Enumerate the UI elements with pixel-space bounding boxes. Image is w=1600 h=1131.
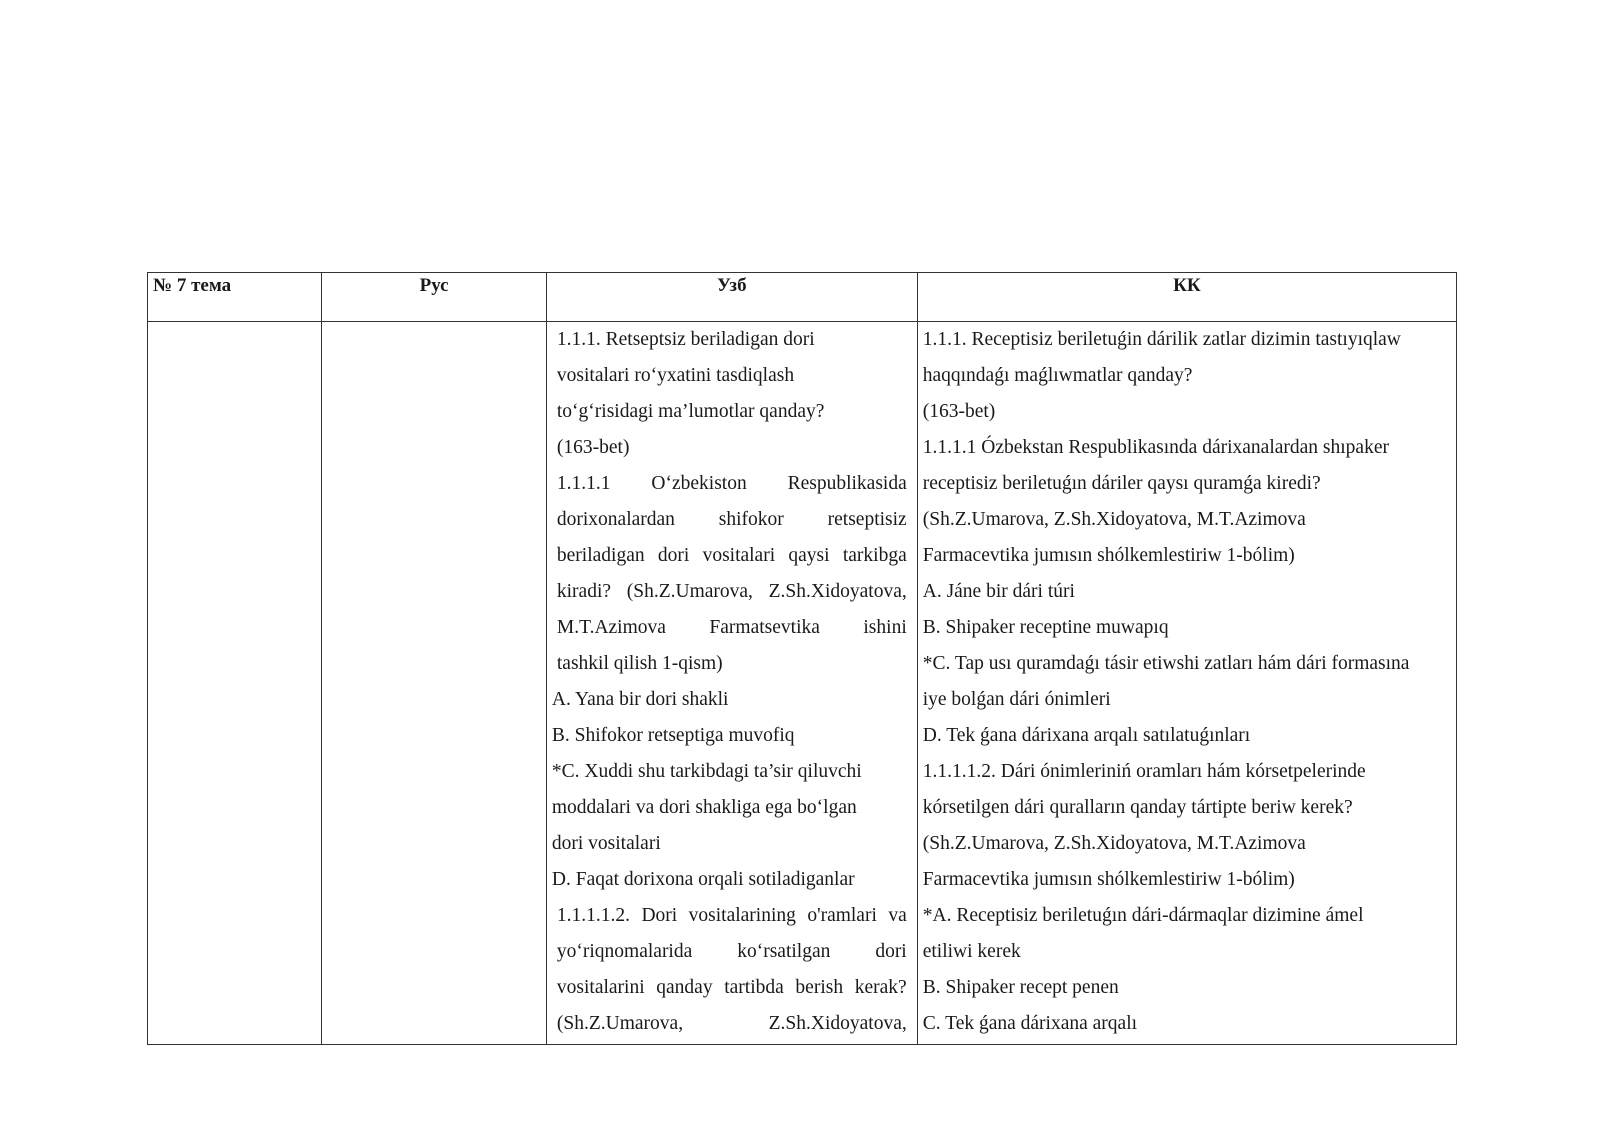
kk-text-line: Farmacevtika jumısın shólkemlestiriw 1-bólim) — [922, 545, 1295, 566]
header-uzb: Узб — [546, 273, 917, 322]
uzb-word: Z.Sh.Xidoyatova, — [768, 1013, 907, 1034]
kk-text-line: etiliwi kerek — [922, 941, 1021, 962]
uzb-word: O‘zbekiston — [651, 473, 747, 494]
uzb-text-line — [547, 576, 917, 612]
uzb-word: (Sh.Z.Umarova, — [556, 1013, 684, 1034]
uzb-text-line: to‘g‘risidagi ma’lumotlar qanday? — [556, 401, 825, 422]
uzb-word: tartibda — [724, 977, 784, 998]
uzb-word: retseptisiz — [827, 509, 907, 530]
header-kk: КК — [917, 273, 1456, 322]
uzb-text-line — [547, 504, 917, 540]
uzb-word: qanday — [656, 977, 713, 998]
kk-text-line: haqqındaǵı maǵlıwmatlar qanday? — [922, 365, 1193, 386]
kk-text-line: C. Tek ǵana dárixana arqalı — [922, 1013, 1138, 1034]
kk-text-line: D. Tek ǵana dárixana arqalı satılatuǵınları — [922, 725, 1251, 746]
uzb-word: shifokor — [718, 509, 784, 530]
uzb-word: tarkibga — [842, 545, 907, 566]
uzb-text-line — [547, 468, 917, 504]
header-rus: Рус — [322, 273, 547, 322]
kk-text-line: A. Jáne bir dári túri — [922, 581, 1075, 602]
cell-uzb — [546, 322, 917, 1045]
uzb-word: qaysi — [788, 545, 830, 566]
uzb-word: dori — [657, 545, 690, 566]
kk-text-line: (163-bet) — [922, 401, 996, 422]
cell-topic-number — [148, 322, 322, 1045]
uzb-text-line: moddalari va dori shakliga ega bo‘lgan — [551, 797, 857, 818]
uzb-text-line: (163-bet) — [556, 437, 630, 458]
uzb-text-block — [547, 322, 917, 1044]
uzb-word: 1.1.1.1 — [556, 473, 611, 494]
uzb-word: kerak? — [854, 977, 907, 998]
uzb-text-line — [547, 972, 917, 1008]
cell-kk — [917, 322, 1456, 1045]
kk-text-line: Farmacevtika jumısın shólkemlestiriw 1-bólim) — [922, 869, 1295, 890]
header-row — [148, 273, 1457, 322]
uzb-word: (Sh.Z.Umarova, — [626, 581, 753, 602]
kk-text-block — [918, 322, 1456, 1044]
uzb-word: o'ramlari — [807, 905, 877, 926]
uzb-word: beriladigan — [556, 545, 645, 566]
uzb-word: Respublikasida — [787, 473, 907, 494]
kk-text-line: 1.1.1.1 Ózbekstan Respublikasında dárixanalardan shıpaker — [922, 437, 1389, 458]
uzb-word: Dori — [641, 905, 678, 926]
uzb-word: M.T.Azimova — [556, 617, 666, 638]
uzb-text-line — [547, 900, 917, 936]
uzb-word: Z.Sh.Xidoyatova, — [768, 581, 907, 602]
uzb-word: dorixonalardan — [556, 509, 675, 530]
uzb-word: vositalarini — [556, 977, 645, 998]
uzb-text-line: *C. Xuddi shu tarkibdagi ta’sir qiluvchi — [551, 761, 862, 782]
kk-text-line: B. Shipaker receptine muwapıq — [922, 617, 1169, 638]
uzb-word: vositalarining — [688, 905, 796, 926]
uzb-text-line — [547, 540, 917, 576]
cell-rus — [322, 322, 547, 1045]
uzb-text-line: 1.1.1. Retseptsiz beriladigan dori — [556, 329, 815, 350]
uzb-text-line: A. Yana bir dori shakli — [551, 689, 729, 710]
kk-text-line: iye bolǵan dári ónimleri — [922, 689, 1111, 710]
uzb-word: yo‘riqnomalarida — [556, 941, 693, 962]
kk-text-line: (Sh.Z.Umarova, Z.Sh.Xidoyatova, M.T.Azimova — [922, 833, 1306, 854]
uzb-word: kiradi? — [556, 581, 612, 602]
header-topic-number: № 7 тема — [148, 273, 322, 322]
kk-text-line: (Sh.Z.Umarova, Z.Sh.Xidoyatova, M.T.Azimova — [922, 509, 1306, 530]
document-table — [147, 272, 1457, 1045]
kk-text-line: B. Shipaker recept penen — [922, 977, 1119, 998]
uzb-text-line: D. Faqat dorixona orqali sotiladiganlar — [551, 869, 855, 890]
uzb-word: ko‘rsatilgan — [737, 941, 831, 962]
uzb-word: dori — [875, 941, 907, 962]
content-row — [148, 322, 1457, 1045]
uzb-text-line: tashkil qilish 1-qism) — [556, 653, 723, 674]
uzb-word: 1.1.1.1.2. — [556, 905, 631, 926]
uzb-text-line: dori vositalari — [551, 833, 661, 854]
uzb-word: ishini — [863, 617, 907, 638]
uzb-text-line — [547, 612, 917, 648]
kk-text-line: *C. Tap usı quramdaǵı tásir etiwshi zatları hám dári formasına — [922, 653, 1410, 674]
uzb-text-line: B. Shifokor retseptiga muvofiq — [551, 725, 795, 746]
kk-text-line: 1.1.1.1.2. Dári ónimleriniń oramları hám kórsetpelerinde — [922, 761, 1366, 782]
uzb-word: vositalari — [702, 545, 776, 566]
uzb-text-line: vositalari ro‘yxatini tasdiqlash — [556, 365, 795, 386]
uzb-text-line — [547, 936, 917, 972]
uzb-word: berish — [795, 977, 844, 998]
uzb-word: va — [888, 905, 907, 926]
kk-text-line: kórsetilgen dári quralların qanday tártipte beriw kerek? — [922, 797, 1353, 818]
kk-text-line: 1.1.1. Receptisiz beriletuǵin dárilik zatlar dizimin tastıyıqlaw — [922, 329, 1401, 350]
uzb-text-line — [547, 1008, 917, 1044]
uzb-word: Farmatsevtika — [709, 617, 820, 638]
kk-text-line: *A. Receptisiz beriletuǵın dári-dármaqlar dizimine ámel — [922, 905, 1364, 926]
kk-text-line: receptisiz beriletuǵın dáriler qaysı quramǵa kiredi? — [922, 473, 1321, 494]
